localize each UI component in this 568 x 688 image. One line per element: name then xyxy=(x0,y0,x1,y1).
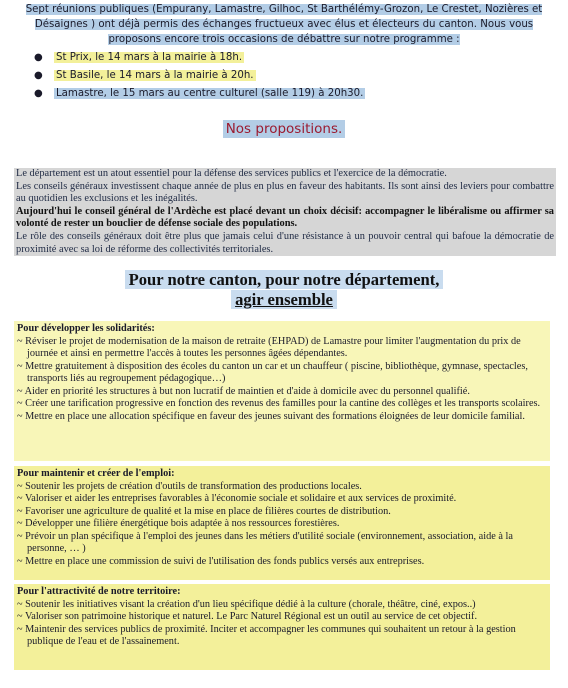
main-headline xyxy=(0,270,568,310)
bullet-icon: ● xyxy=(34,52,43,63)
list-item: ~ Aider en priorité les structures à but non lucratif de maintien et d'aide à domicile avec du personnel qualifié. xyxy=(17,385,470,397)
list-item: ~ Prévoir un plan spécifique à l'emploi des jeunes dans les métiers d'utilité sociale (environnement, association, aide à la personne, … ) xyxy=(17,530,513,554)
meeting-text: St Prix, le 14 mars à la mairie à 18h. xyxy=(56,52,243,63)
section-title: Pour développer les solidarités: xyxy=(17,323,155,334)
block-paragraph: Le département est un atout essentiel pour la défense des services publics et l'exercice de la démocratie. xyxy=(16,168,447,179)
list-item xyxy=(34,50,554,68)
intro-text: Sept réunions publiques (Empurany, Lamastre, Gilhoc, St Barthélémy-Grozon, Le Crestet, Nozières et Désaignes ) ont déjà permis des échanges fructueux avec élus et électeurs du canton. Nous vous proposons encore trois occasions de débattre sur notre programme : xyxy=(25,4,543,45)
meeting-text: Lamastre, le 15 mars au centre culturel (salle 119) à 20h30. xyxy=(56,88,364,99)
list-item: ~ Mettre gratuitement à disposition des écoles du canton un car et un chauffeur ( piscine, bibliothèque, gymnase, spectacles, transports liés au regroupement pédagogique…) xyxy=(17,360,528,384)
meetings-list xyxy=(34,50,554,104)
headline-line-2: agir ensemble xyxy=(231,290,337,309)
list-item: ~ Réviser le projet de modernisation de la maison de retraite (EHPAD) de Lamastre pour limiter l'augmentation du prix de journée et ainsi en permettre l'accès à toutes les personnes âgées dépendantes. xyxy=(17,335,521,359)
list-item: ~ Créer une tarification progressive en fonction des revenus des familles pour la cantine des collèges et les transports scolaires. xyxy=(17,398,541,409)
list-item: ~ Maintenir des services publics de proximité. Inciter et accompagner les communes qui souhaitent un retour à la gestion publique de l'eau et de l'assainement. xyxy=(17,623,516,647)
meeting-text: St Basile, le 14 mars à la mairie à 20h. xyxy=(56,70,254,81)
bullet-icon: ● xyxy=(34,88,43,99)
list-item xyxy=(34,86,554,104)
section-title: Pour maintenir et créer de l'emploi: xyxy=(17,468,175,479)
list-item: ~ Développer une filière énergétique bois adaptée à nos ressources forestières. xyxy=(17,518,340,529)
list-item: ~ Valoriser son patrimoine historique et naturel. Le Parc Naturel Régional est un outil au service de cet objectif. xyxy=(17,611,478,622)
intro-paragraph xyxy=(14,2,554,47)
bullet-icon: ● xyxy=(34,70,43,81)
list-item: ~ Soutenir les initiatives visant la création d'un lieu spécifique dédié à la culture (chorale, théâtre, ciné, expos..) xyxy=(17,598,476,610)
propositions-heading xyxy=(0,121,568,137)
list-item: ~ Soutenir les projets de création d'outils de transformation des productions locales. xyxy=(17,480,362,492)
section-title: Pour l'attractivité de notre territoire: xyxy=(17,586,181,597)
block-paragraph-bold: Aujourd'hui le conseil général de l'Ardèche est placé devant un choix décisif: accompagner le libéralisme ou affirmer sa volonté de rester un bouclier de défense sociale des populations. xyxy=(16,205,554,230)
list-item: ~ Mettre en place une commission de suivi de l'utilisation des fonds publics versés aux entreprises. xyxy=(17,555,425,567)
list-item: ~ Favoriser une agriculture de qualité et la mise en place de filières courtes de distribution. xyxy=(17,505,391,517)
department-block xyxy=(14,168,556,256)
propositions-title: Nos propositions. xyxy=(223,120,346,138)
list-item: ~ Valoriser et aider les entreprises favorables à l'économie sociale et solidaire et aux services de proximité. xyxy=(17,493,457,504)
list-item: ~ Mettre en place une allocation spécifique en faveur des jeunes suivant des formations éloignées de leur domicile familial. xyxy=(17,410,525,422)
headline-line-1: Pour notre canton, pour notre département, xyxy=(125,270,444,289)
list-item xyxy=(34,68,554,86)
section-attractivite xyxy=(14,584,550,670)
section-emploi xyxy=(14,466,550,580)
block-paragraph: Le rôle des conseils généraux doit être plus que jamais celui d'une résistance à un pouvoir central qui bafoue la démocratie de proximité avec sa loi de réforme des collectivités territoriales. xyxy=(16,230,554,255)
block-paragraph: Les conseils généraux investissent chaque année de plus en plus en faveur des habitants. Ils sont ainsi des leviers pour combattre au quotidien les exclusions et les inégalités. xyxy=(16,180,554,205)
section-solidarites xyxy=(14,321,550,461)
